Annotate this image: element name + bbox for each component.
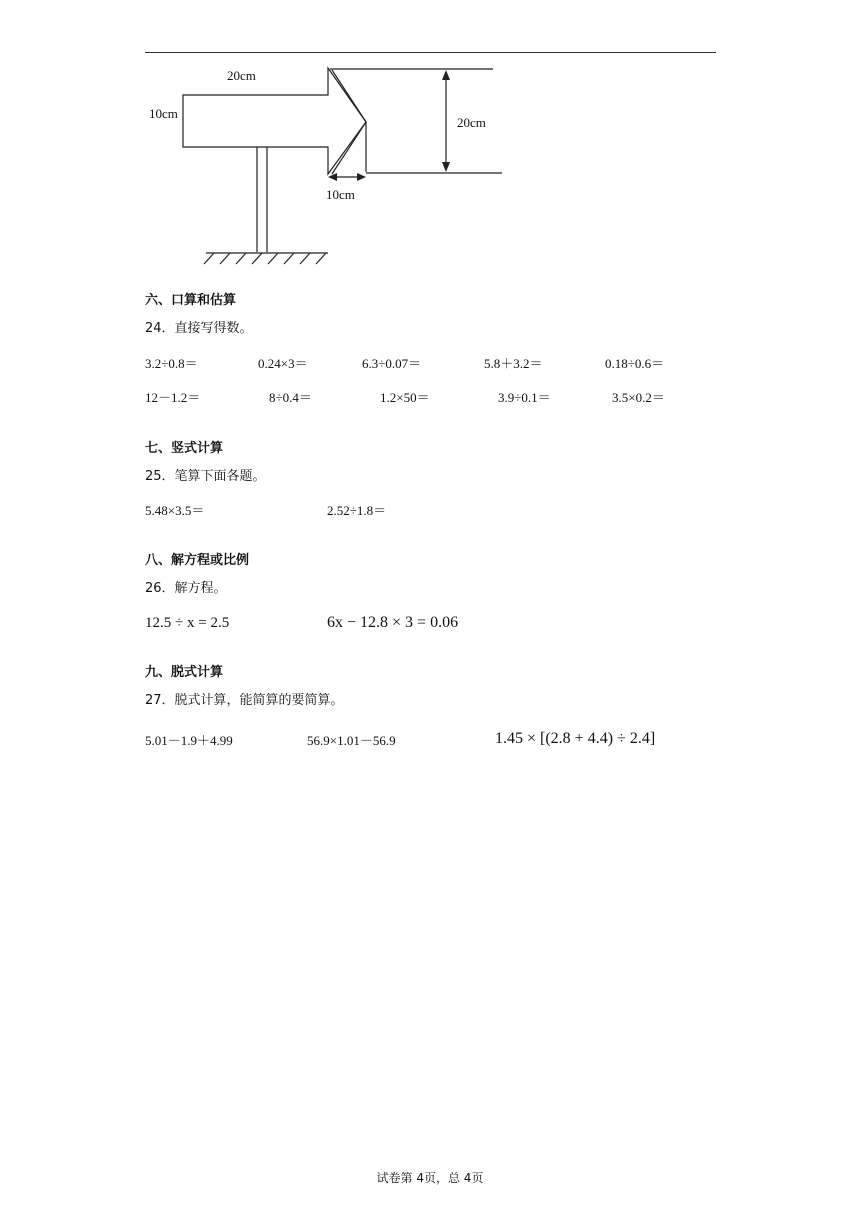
stepwise-calc-item: 1.45 × [(2.8 + 4.4) ÷ 2.4] [495, 730, 656, 747]
calc-item: 0.24×3＝ [258, 356, 308, 371]
calc-item: 0.18÷0.6＝ [605, 356, 665, 371]
vertical-calc-item: 5.48×3.5＝ [145, 503, 205, 518]
arrow-shape [183, 68, 366, 174]
section6-title: 六、口算和估算 [145, 293, 237, 308]
arrow-sign-figure [140, 60, 520, 275]
calc-item: 3.9÷0.1＝ [498, 390, 551, 405]
question-24: 24．直接写得数。 [145, 321, 253, 336]
section8-title: 八、解方程或比例 [145, 553, 250, 568]
page-footer: 试卷第 4页，总 4页 [376, 1171, 484, 1185]
section7-title: 七、竖式计算 [145, 441, 224, 456]
stepwise-calc-item: 56.9×1.01－56.9 [307, 733, 396, 748]
calc-item: 12－1.2＝ [145, 390, 201, 405]
question-25: 25．笔算下面各题。 [145, 469, 266, 484]
calc-item: 6.3÷0.07＝ [362, 356, 422, 371]
equation-item: 12.5 ÷ x = 2.5 [145, 615, 230, 631]
label-bottom: 10cm [326, 187, 355, 202]
stepwise-calc-item: 5.01－1.9＋4.99 [145, 733, 233, 748]
calc-item: 3.5×0.2＝ [612, 390, 665, 405]
calc-item: 1.2×50＝ [380, 390, 430, 405]
calc-item: 8÷0.4＝ [269, 390, 312, 405]
question-27: 27．脱式计算，能简算的要简算。 [145, 693, 344, 708]
label-left: 10cm [149, 106, 178, 121]
vertical-calc-item: 2.52÷1.8＝ [327, 503, 387, 518]
equation-item: 6x − 12.8 × 3 = 0.06 [327, 614, 459, 631]
question-26: 26．解方程。 [145, 581, 227, 596]
label-right: 20cm [457, 115, 486, 130]
section9-title: 九、脱式计算 [145, 665, 224, 680]
calc-item: 3.2÷0.8＝ [145, 356, 198, 371]
calc-item: 5.8＋3.2＝ [484, 356, 543, 371]
header-rule [145, 52, 716, 53]
label-top: 20cm [227, 68, 256, 83]
